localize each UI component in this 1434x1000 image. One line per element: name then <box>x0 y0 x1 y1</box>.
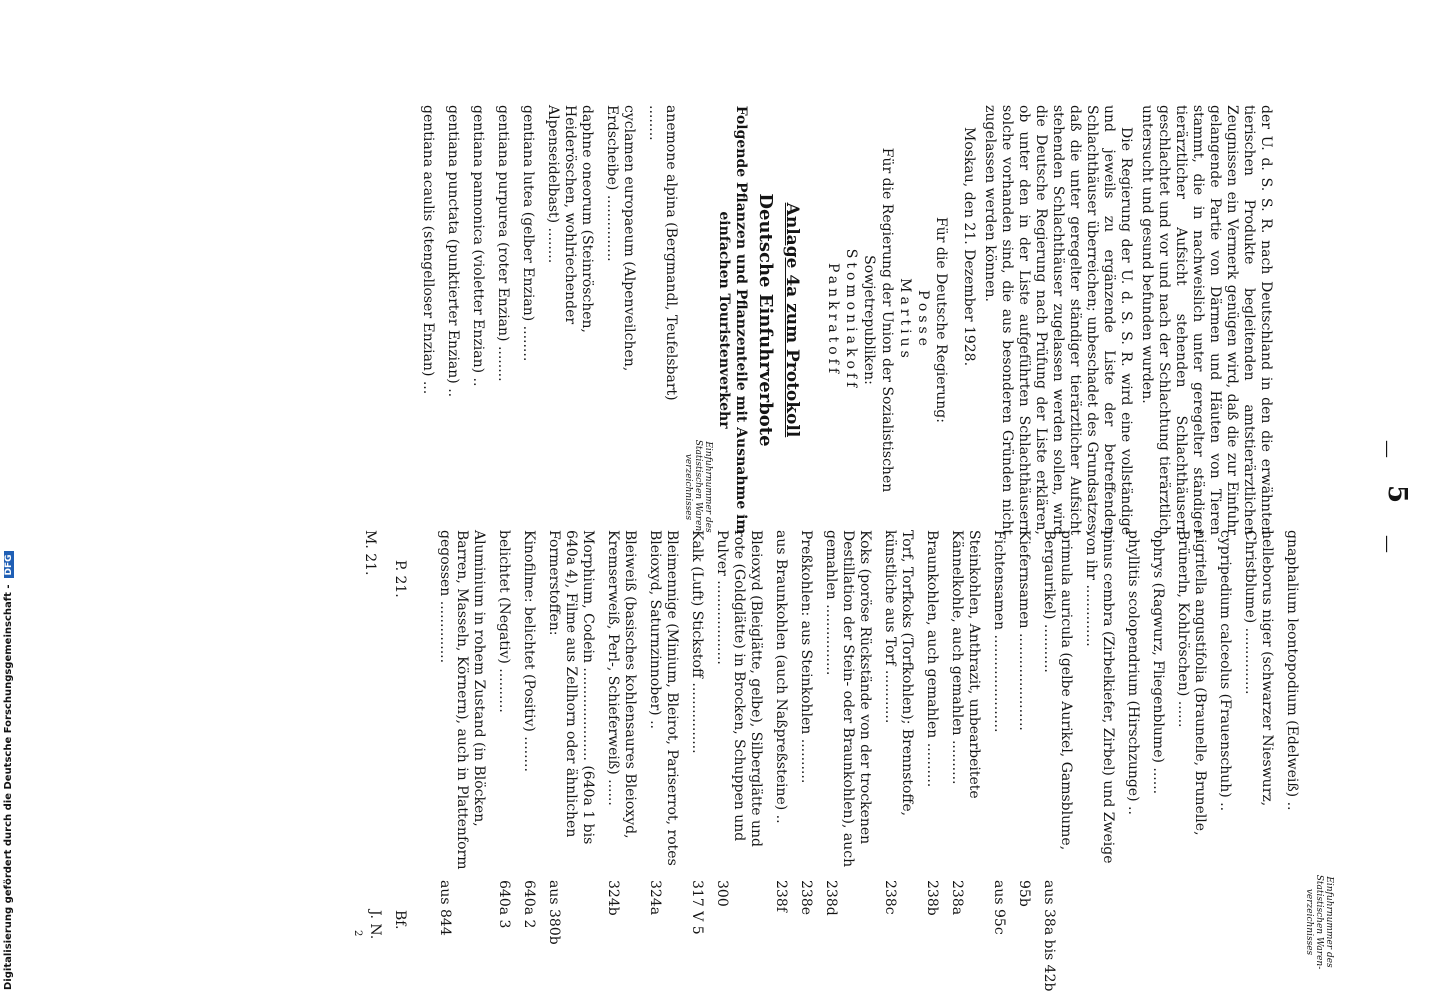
soviet-government-label: Für die Regierung der Union der Sozialistischen Sowjetrepubliken: <box>861 147 895 493</box>
entry-text: Morphium, Codein ..................... (640a 1 bis 640a 4), Filme aus Zellhorn oder ähnlichen Formerstoffen: <box>546 530 596 845</box>
signature-stomoniakoff: Stomoniakoff <box>843 248 859 392</box>
sign-p21: P. 21. <box>392 560 408 598</box>
entry-number: 238a <box>949 880 965 916</box>
entry-number: 324a <box>647 880 663 916</box>
entry-number: 238f <box>773 880 789 912</box>
signature-block <box>338 530 428 970</box>
entry-number: 95b <box>1016 880 1032 907</box>
table-row <box>1124 530 1141 970</box>
entry-number: aus 38a bis 42b <box>1041 880 1057 992</box>
page-header <box>1356 0 1416 1000</box>
table-header-left: Einfuhrnummer des Statistischen Waren-verzeichnisses <box>683 439 713 535</box>
entry-number: 640a 3 <box>496 880 512 929</box>
entry-text: Steinkohlen, Anthrazit, unbearbeitete Kännelkohle, auch gemahlen .......... <box>949 530 982 799</box>
sign-bf: Bf. <box>392 910 408 930</box>
table-row <box>1040 530 1074 992</box>
entry-number: aus 380b <box>546 880 562 945</box>
paragraph-1: der U. d. S. S. R. nach Deutschland in den die erwähnten tierischen Produkte begleitenden amtstierärztlichen Zeugnissen ein Vermerk genügen wird, daß die zur Einfuhr gelangende Partie von Därmen und Häuten von Tieren stammt, die in nachweislich unter geregelter ständiger tierärztlicher Aufsicht stehenden Schlachthäusern geschlachtet und vor und nach der Schlachtung tierärztlich untersucht und gesund befunden wurden. <box>1139 105 1274 535</box>
table-row <box>713 530 764 970</box>
entry-number: 238c <box>882 880 898 915</box>
table-row <box>881 530 915 970</box>
entry-number: 238d <box>823 880 839 916</box>
list-item: gentiana pannonica (violetter Enzian) .. <box>470 105 486 387</box>
table-row <box>1082 530 1116 970</box>
entry-number: 317 V 5 <box>689 880 705 935</box>
list-item: cyclamen europaeum (Alpenveilchen, Erdscheibe) ............... <box>604 105 637 372</box>
page-dash-right: — <box>1377 535 1398 553</box>
credit-text: Digitalisierung gefördert durch die Deutsche Forschungsgemeinschaft - <box>3 584 14 990</box>
entry-text: Kiefernsamen ...................... <box>1016 530 1032 731</box>
right-column <box>338 530 1334 992</box>
annex-title: Anlage 4a zum Protokoll <box>782 202 802 438</box>
signature-pankratoff: Pankratoff <box>825 262 841 378</box>
entry-text: primula auricula (gelbe Aurikel, Gamsblume, Bergaurikel) ........... <box>1041 530 1074 851</box>
entry-number: 238e <box>798 880 814 916</box>
dfg-logo: DFG <box>4 551 14 578</box>
sign-m21: M. 21. <box>362 530 378 576</box>
entry-text: belichtet (Negativ) .......... <box>496 530 512 713</box>
entry-number: 238b <box>924 880 940 916</box>
right-entries <box>436 530 1300 992</box>
signature-martius: Martius <box>897 278 913 362</box>
entry-text: Bleimennige (Minium, Bleirot, Pariserrot, rotes Bleioxyd, Saturnzinnober) .. <box>647 530 680 866</box>
entry-text: helleborus niger (schwarzer Nieswurz, Christblume) ............... <box>1242 530 1275 807</box>
entry-text: Braunkohlen, auch gemahlen .......... <box>924 530 940 788</box>
left-entries <box>419 105 679 535</box>
table-header-right: Einfuhrnummer des Statistischen Waren-verzeichnisses <box>1304 874 1334 970</box>
entry-text: pinus cembra (Zirbelkiefer, Zirbel) und Zweige von ihr .............. <box>1083 530 1116 864</box>
entry-number: aus 95c <box>991 880 1007 935</box>
list-item: anemone alpina (Bergmandl, Teufelsbart) ........ <box>646 105 679 401</box>
table-row <box>822 530 873 970</box>
table-row <box>1015 530 1032 970</box>
entry-text: ophrys (Ragwurz, Fliegenblume) ...... <box>1150 530 1166 795</box>
sign-number: 2 <box>352 930 363 937</box>
entry-text: Kalk (Luft) Stickstoff ................ <box>689 530 705 754</box>
table-row <box>520 530 537 970</box>
list-item: gentiana lutea (gelber Enzian) ........ <box>520 105 536 362</box>
table-row <box>1174 530 1208 970</box>
section-subheading: Folgende Pflanzen und Pflanzenteile mit Ausnahme im einfachen Touristenverkehr <box>716 105 749 535</box>
list-item: gentiana purpurea (roter Enzian) ........ <box>495 105 511 382</box>
list-item: gentiana acaulis (stengelloser Enzian) ... <box>420 105 436 395</box>
table-row <box>1216 530 1233 970</box>
entry-text: Preßkohlen: aus Steinkohlen .......... <box>798 530 814 784</box>
entry-text: Kinofilme: belichtet (Positiv) ........ <box>521 530 537 772</box>
table-row <box>646 530 680 970</box>
entry-text: nigritella angustifolia (Braunelle, Brunelle, Brünerln, Kohlröschen) ...... <box>1175 530 1208 836</box>
entry-text: aus Braunkohlen (auch Naßpreßsteine) .. <box>773 530 789 824</box>
list-item: gentiana punctata (punktierter Enzian) .. <box>445 105 461 398</box>
table-row <box>1283 530 1300 970</box>
table-row <box>545 530 596 970</box>
credit-footer <box>0 0 20 1000</box>
entry-number: 324b <box>605 880 621 916</box>
list-item: daphne oneorum (Steinröschen, Heideröschen, wohlriechender Alpenseidelbast) ........ <box>545 105 595 334</box>
paragraph-2: Die Regierung der U. d. S. S. R. wird eine vollständige und jeweils zu ergänzende Liste der betreffenden Schlachthäuser überreichen; unbeschadet des Grundsatzes, daß die unter geregelter ständiger tierärztlicher Aufsicht stehenden Schlachthäuser zugelassen werden sollen, wird die Deutsche Regierung nach Prüfung der Liste erklären, ob unter den in der Liste aufgeführten Schlachthäusern solche vorhanden sind, die aus besonderen Gründen nicht zugelassen werden können. <box>982 105 1134 535</box>
section-heading: Deutsche Einfuhrverbote <box>755 193 776 447</box>
entry-text: Bleiweiß (basisches kohlensaures Bleioxyd, Kremserweiß, Perl-, Schieferweiß) ...... <box>605 530 638 839</box>
entry-number: aus 844 <box>437 880 453 936</box>
table-row <box>797 530 814 970</box>
entry-text: gnaphalium leontopodium (Edelweiß) .. <box>1284 530 1300 811</box>
entry-number: 300 <box>714 880 730 907</box>
table-row <box>772 530 789 970</box>
table-row <box>1241 530 1275 970</box>
table-row <box>990 530 1007 970</box>
entry-text: Koks (poröse Rückstände von der trockenen Destillation der Stein- oder Braunkohlen), auch gemahlen ................ <box>823 530 873 868</box>
entry-text: Bleioxyd (Bleiglätte, gelbe), Silberglätte und rote (Goldglätte) in Brocken, Schuppen und Pulver ................... <box>714 530 764 847</box>
entry-text: phyllitis scolopendrium (Hirschzunge) .. <box>1125 530 1141 815</box>
table-row <box>1149 530 1166 970</box>
sign-jn: J. N. <box>367 910 383 940</box>
table-row <box>923 530 940 970</box>
place-date: Moskau, den 21. Dezember 1928. <box>961 127 977 367</box>
signature-posse: Posse <box>915 290 931 350</box>
entry-text: Torf, Torfkoks (Torfkohlen); Brennstoffe, künstliche aus Torf ............ <box>882 530 915 817</box>
table-row <box>436 530 487 970</box>
table-row <box>604 530 638 970</box>
table-row <box>688 530 705 970</box>
page-dash-left: — <box>1377 440 1398 458</box>
german-government-label: Für die Deutsche Regierung: <box>933 217 949 423</box>
table-row <box>495 530 512 970</box>
entry-number: 640a 2 <box>521 880 537 929</box>
entry-text: Fichtensamen ...................... <box>991 530 1007 733</box>
left-column <box>411 105 1274 535</box>
entry-text: Aluminium in rohem Zustand (in Blöcken, Barren, Masseln, Körnern), auch in Plattenform gegossen .............. <box>437 530 487 870</box>
page-number: 5 <box>1382 485 1412 504</box>
table-row <box>948 530 982 970</box>
entry-text: cypripedium calceolus (Frauenschuh) .. <box>1217 530 1233 812</box>
